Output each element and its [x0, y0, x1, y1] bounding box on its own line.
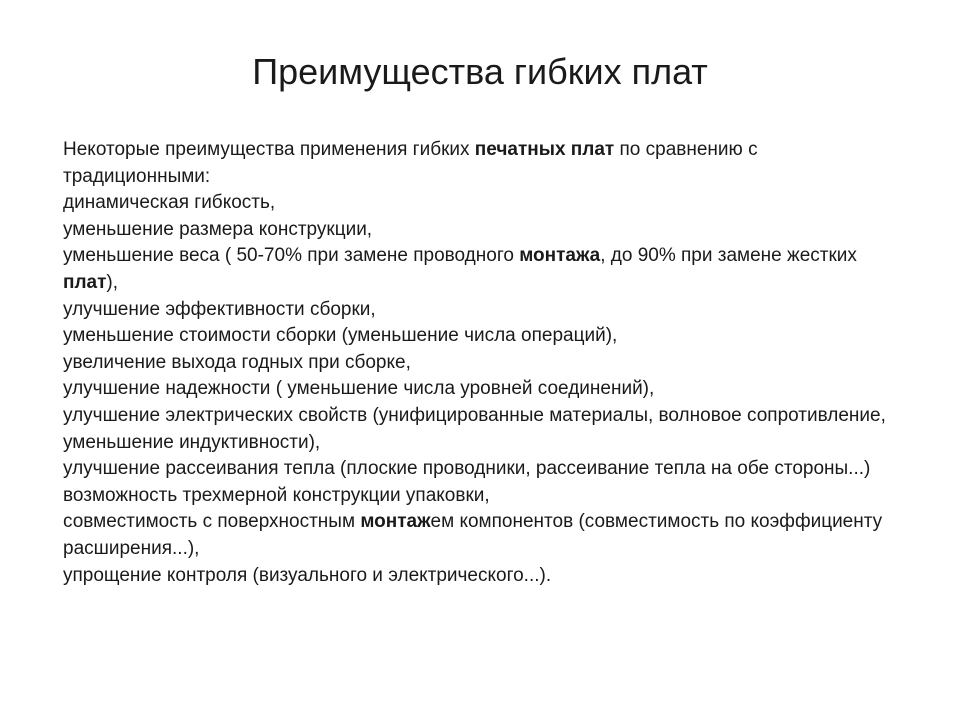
list-item-electrical: улучшение электрических свойств (унифицированные материалы, волновое сопротивление, уменьшение индуктивности), [63, 404, 886, 453]
list-item-assembly-efficiency: улучшение эффективности сборки, [63, 298, 376, 320]
intro-paragraph [63, 137, 903, 190]
smt-text-1: совместимость с поверхностным [63, 511, 361, 533]
weight-bold-2: плат [63, 271, 107, 293]
intro-text-bold: печатных плат [474, 139, 615, 160]
list-item-heat: улучшение рассеивания тепла (плоские проводники, рассеивание тепла на обе стороны...) [63, 458, 871, 480]
list-item-three-d: возможность трехмерной конструкции упаковки, [63, 484, 490, 506]
intro-text-after: по сравнению с традиционными: [63, 139, 758, 187]
slide-title: Преимущества гибких плат [252, 51, 708, 92]
list-item-assembly-cost: уменьшение стоимости сборки (уменьшение числа операций), [63, 325, 618, 347]
slide-body [63, 137, 903, 589]
list-item-smt [63, 509, 903, 562]
smt-bold: монтаж [360, 511, 431, 533]
weight-text-3: ), [106, 271, 119, 293]
smt-text-2: ем компонентов (совместимость по коэффициенту расширения...), [63, 511, 883, 559]
list-item-yield: увеличение выхода годных при сборке, [63, 351, 411, 373]
list-item-inspection: упрощение контроля (визуального и электрического...). [63, 564, 552, 586]
weight-text-1: уменьшение веса ( 50-70% при замене проводного [63, 245, 520, 267]
weight-text-2: , до 90% при замене жестких [600, 245, 857, 267]
list-item-weight-reduction [63, 243, 903, 296]
intro-text-before: Некоторые преимущества применения гибких [63, 139, 475, 160]
list-item-dynamic-flex: динамическая гибкость, [63, 192, 276, 214]
list-item-reliability: улучшение надежности ( уменьшение числа уровней соединений), [63, 378, 655, 400]
list-item-size-reduction: уменьшение размера конструкции, [63, 218, 373, 240]
weight-bold-1: монтажа [519, 245, 601, 267]
